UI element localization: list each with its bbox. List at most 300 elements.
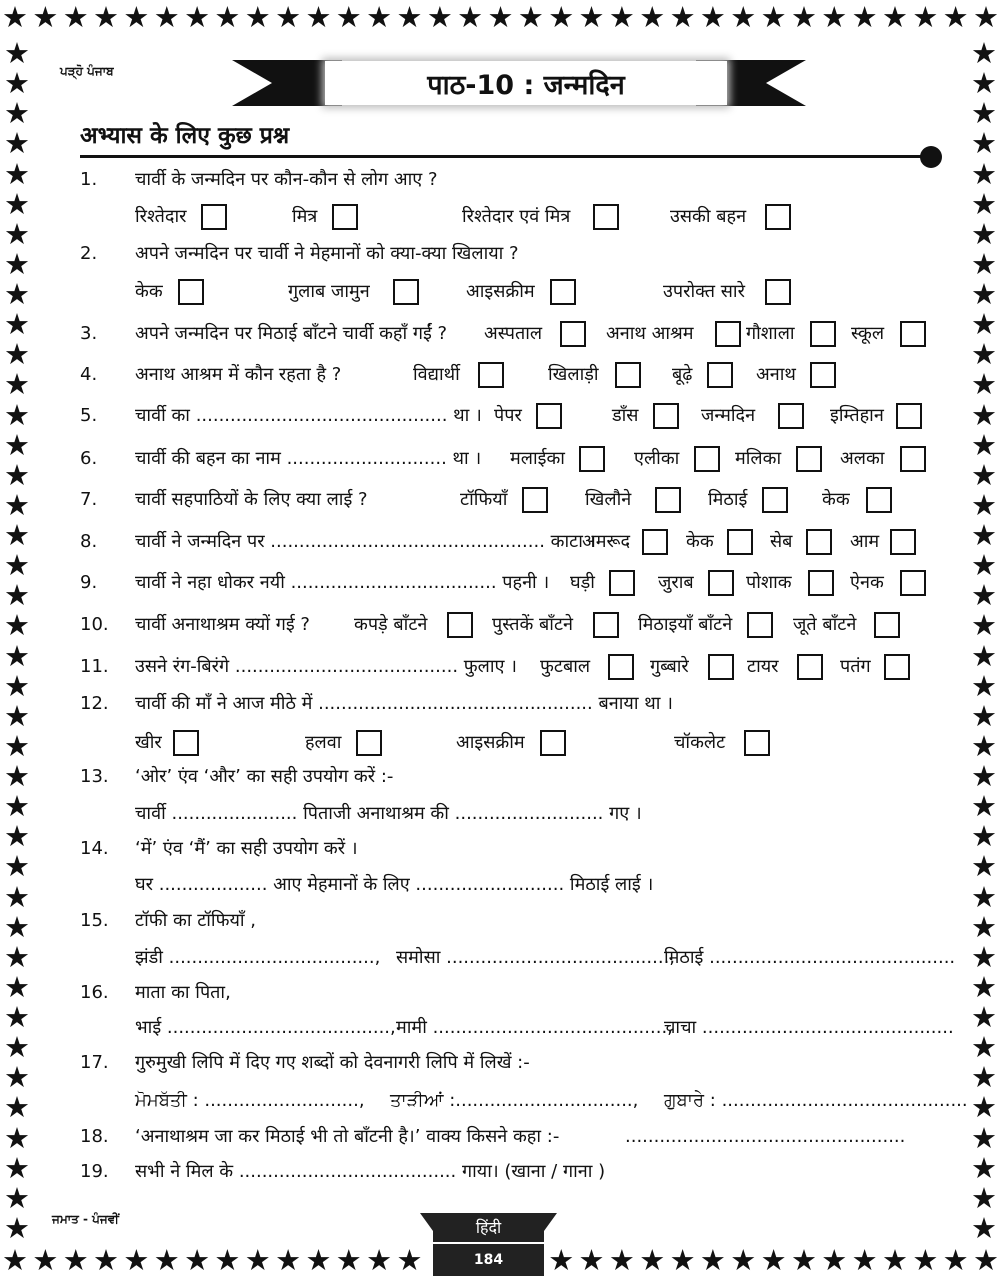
option-checkbox[interactable] (655, 487, 681, 513)
option-checkbox[interactable] (727, 529, 753, 555)
option-checkbox[interactable] (900, 570, 926, 596)
star-icon: ★ (4, 698, 30, 733)
star-icon: ★ (973, 0, 999, 34)
option-checkbox[interactable] (715, 321, 741, 347)
star-icon: ★ (4, 216, 30, 251)
option-checkbox[interactable] (608, 654, 634, 680)
option-label: जन्मदिन (701, 405, 756, 426)
star-icon: ★ (4, 367, 30, 402)
option-checkbox[interactable] (356, 730, 382, 756)
question-number: 10. (80, 614, 109, 635)
option-checkbox[interactable] (797, 654, 823, 680)
fill-in-line[interactable]: घर ................... आए मेहमानों के लिए .......................... मिठाई लाई । (135, 874, 654, 895)
star-icon: ★ (971, 397, 997, 432)
option-checkbox[interactable] (550, 279, 576, 305)
question-5 (0, 397, 1001, 432)
footer-subject: हिंदी (475, 1218, 502, 1237)
star-icon: ★ (426, 0, 453, 34)
star-icon: ★ (821, 0, 848, 34)
option-label: आइसक्रीम (466, 281, 535, 302)
star-icon: ★ (578, 0, 605, 34)
option-checkbox[interactable] (810, 321, 836, 347)
option-checkbox[interactable] (393, 279, 419, 305)
star-icon: ★ (730, 0, 757, 34)
question-number: 6. (80, 448, 98, 469)
question-14 (0, 834, 1001, 864)
question-text: अपने जन्मदिन पर चार्वी ने मेहमानों को क्या-क्या खिलाया ? (135, 243, 519, 264)
question-number: 19. (80, 1161, 109, 1182)
question-13-answer (0, 799, 1001, 829)
option-label: ऐनक (850, 572, 884, 593)
star-icon: ★ (971, 156, 997, 191)
star-icon: ★ (244, 0, 271, 34)
star-icon: ★ (4, 337, 30, 372)
star-icon: ★ (4, 457, 30, 492)
option-label: रिश्तेदार (135, 206, 187, 227)
option-checkbox[interactable] (796, 446, 822, 472)
option-label: डाँस (612, 405, 639, 426)
question-text: चार्वी ने नहा धोकर नयी .................................... पहनी । (135, 572, 550, 593)
option-checkbox[interactable] (874, 612, 900, 638)
question-14-answer (0, 870, 1001, 900)
question-number: 14. (80, 838, 109, 859)
option-checkbox[interactable] (747, 612, 773, 638)
star-icon: ★ (971, 457, 997, 492)
option-label: मिठाइयाँ बाँटने (638, 614, 733, 635)
question-9 (0, 568, 1001, 598)
question-number: 1. (80, 169, 98, 190)
lesson-banner (232, 58, 806, 108)
lesson-title: पाठ-10 : जन्मदिन (325, 61, 727, 105)
star-icon: ★ (971, 307, 997, 342)
star-icon: ★ (4, 307, 30, 342)
star-icon: ★ (2, 1243, 28, 1277)
star-icon: ★ (881, 1243, 908, 1277)
question-text: चार्वी ने जन्मदिन पर ................................................ काटा । (135, 531, 596, 552)
star-icon: ★ (457, 0, 484, 34)
option-checkbox[interactable] (560, 321, 586, 347)
option-label: मलिका (735, 448, 782, 469)
option-checkbox[interactable] (173, 730, 199, 756)
star-icon: ★ (851, 1243, 878, 1277)
star-icon: ★ (912, 0, 939, 34)
option-label: जूते बाँटने (793, 614, 857, 635)
star-icon: ★ (971, 759, 997, 793)
question-text: ‘में’ एंव ‘मैं’ का सही उपयोग करें । (135, 838, 358, 859)
star-icon: ★ (639, 1243, 666, 1277)
star-border-top (0, 2, 1001, 32)
option-checkbox[interactable] (810, 362, 836, 388)
section-divider (80, 155, 927, 158)
star-icon: ★ (4, 1180, 30, 1215)
star-icon: ★ (4, 668, 30, 703)
star-icon: ★ (4, 548, 30, 583)
fill-in-line[interactable]: ................................................. (625, 1126, 906, 1147)
option-label: कपड़े बाँटने (354, 614, 428, 635)
option-checkbox[interactable] (615, 362, 641, 388)
star-icon: ★ (821, 1243, 848, 1277)
option-checkbox[interactable] (900, 446, 926, 472)
star-icon: ★ (971, 819, 997, 854)
option-label: खीर (135, 732, 162, 753)
star-icon: ★ (4, 246, 30, 281)
star-icon: ★ (4, 126, 30, 161)
question-1-options (0, 202, 1001, 232)
option-checkbox[interactable] (708, 570, 734, 596)
question-number: 8. (80, 531, 98, 552)
option-label: खिलाड़ी (548, 364, 599, 385)
star-icon: ★ (366, 0, 393, 34)
option-checkbox[interactable] (884, 654, 910, 680)
option-checkbox[interactable] (478, 362, 504, 388)
option-checkbox[interactable] (806, 529, 832, 555)
option-label: मिठाई (708, 489, 748, 510)
star-icon: ★ (912, 1243, 939, 1277)
question-text: गुरुमुखी लिपि में दिए गए शब्दों को देवनागरी लिपि में लिखें :- (135, 1052, 530, 1073)
option-label: जुराब (658, 572, 694, 593)
star-icon: ★ (971, 66, 997, 101)
star-icon: ★ (4, 518, 30, 552)
option-checkbox[interactable] (762, 487, 788, 513)
question-7 (0, 485, 1001, 515)
star-icon: ★ (971, 578, 997, 613)
question-3 (0, 319, 1001, 349)
question-number: 15. (80, 910, 109, 931)
option-checkbox[interactable] (866, 487, 892, 513)
option-checkbox[interactable] (808, 570, 834, 596)
star-icon: ★ (2, 0, 28, 34)
star-icon: ★ (153, 0, 180, 34)
star-icon: ★ (123, 1243, 150, 1277)
question-17 (0, 1048, 1001, 1078)
star-icon: ★ (971, 909, 997, 944)
fill-in-line[interactable]: ਤਾੜੀਆਂ :..............................., (390, 1090, 639, 1111)
question-number: 18. (80, 1126, 109, 1147)
option-checkbox[interactable] (540, 730, 566, 756)
star-icon: ★ (4, 849, 30, 884)
star-icon: ★ (971, 1150, 997, 1185)
star-icon: ★ (971, 487, 997, 522)
option-checkbox[interactable] (642, 529, 668, 555)
star-icon: ★ (730, 1243, 757, 1277)
star-icon: ★ (971, 337, 997, 372)
question-18 (0, 1120, 1001, 1155)
star-icon: ★ (517, 0, 544, 34)
question-number: 9. (80, 572, 98, 593)
star-icon: ★ (608, 1243, 635, 1277)
question-number: 7. (80, 489, 98, 510)
star-icon: ★ (971, 879, 997, 914)
option-checkbox[interactable] (890, 529, 916, 555)
star-icon: ★ (548, 0, 575, 34)
option-checkbox[interactable] (744, 730, 770, 756)
star-icon: ★ (184, 1243, 211, 1277)
question-text: सभी ने मिल के ...................................... गाया। (खाना / गाना ) (135, 1161, 606, 1182)
option-checkbox[interactable] (178, 279, 204, 305)
star-icon: ★ (971, 186, 997, 221)
option-label: एलीका (634, 448, 680, 469)
star-icon: ★ (4, 638, 30, 673)
star-icon: ★ (244, 1243, 271, 1277)
star-icon: ★ (548, 1243, 575, 1277)
star-icon: ★ (971, 1210, 997, 1245)
question-15 (0, 906, 1001, 936)
option-label: अलका (840, 448, 885, 469)
star-icon: ★ (4, 1150, 30, 1185)
option-checkbox[interactable] (522, 487, 548, 513)
option-label: अनाथ (756, 364, 796, 385)
question-19 (0, 1157, 1001, 1187)
question-text: चार्वी की बहन का नाम ............................ था । (135, 448, 482, 469)
star-icon: ★ (971, 1000, 997, 1034)
star-icon: ★ (578, 1243, 605, 1277)
star-icon: ★ (305, 1243, 332, 1277)
star-icon: ★ (4, 578, 30, 613)
fill-in-line[interactable]: भाई ......................................., (135, 1017, 396, 1038)
question-text: माता का पिता, (135, 982, 231, 1003)
question-text: टॉफी का टॉफियाँ , (135, 910, 257, 931)
star-icon: ★ (4, 36, 30, 70)
option-label: उसकी बहन (670, 206, 747, 227)
star-icon: ★ (214, 0, 241, 34)
star-icon: ★ (4, 789, 30, 824)
option-checkbox[interactable] (447, 612, 473, 638)
question-2-options (0, 277, 1001, 311)
star-icon: ★ (4, 487, 30, 522)
star-icon: ★ (971, 36, 997, 70)
star-icon: ★ (971, 969, 997, 1004)
star-icon: ★ (123, 0, 150, 34)
star-icon: ★ (942, 0, 969, 34)
star-icon: ★ (971, 1180, 997, 1215)
option-label: आइसक्रीम (456, 732, 525, 753)
star-icon: ★ (971, 548, 997, 583)
question-number: 13. (80, 766, 109, 787)
star-icon: ★ (971, 849, 997, 884)
star-icon: ★ (971, 789, 997, 824)
star-icon: ★ (973, 1243, 999, 1277)
star-icon: ★ (487, 0, 514, 34)
fill-in-line[interactable]: ਗੁਬਾਰੇ : ........................................... (664, 1090, 968, 1111)
question-text: ‘अनाथाश्रम जा कर मिठाई भी तो बाँटनी है।’ वाक्य किसने कहा :- (135, 1126, 560, 1147)
star-icon: ★ (971, 1030, 997, 1065)
option-checkbox[interactable] (765, 204, 791, 230)
star-icon: ★ (62, 1243, 89, 1277)
question-text: चार्वी का ............................................ था । (135, 405, 482, 426)
star-icon: ★ (971, 126, 997, 161)
option-checkbox[interactable] (593, 612, 619, 638)
star-icon: ★ (971, 668, 997, 703)
question-6 (0, 444, 1001, 474)
star-icon: ★ (669, 0, 696, 34)
option-label: अस्पताल (484, 323, 543, 344)
star-icon: ★ (971, 277, 997, 311)
star-icon: ★ (4, 969, 30, 1004)
fill-in-line[interactable]: चार्वी ...................... पिताजी अनाथाश्रम की .......................... गए । (135, 803, 642, 824)
star-icon: ★ (4, 819, 30, 854)
option-checkbox[interactable] (708, 654, 734, 680)
star-icon: ★ (214, 1243, 241, 1277)
question-number: 11. (80, 656, 109, 677)
option-label: विद्यार्थी (413, 364, 460, 385)
option-label: हलवा (305, 732, 342, 753)
option-checkbox[interactable] (579, 446, 605, 472)
star-icon: ★ (971, 608, 997, 643)
star-icon: ★ (4, 96, 30, 131)
question-number: 12. (80, 693, 109, 714)
option-checkbox[interactable] (694, 446, 720, 472)
star-icon: ★ (971, 698, 997, 733)
question-1 (0, 165, 1001, 195)
star-icon: ★ (971, 939, 997, 974)
option-checkbox[interactable] (896, 403, 922, 429)
star-icon: ★ (699, 1243, 726, 1277)
option-label: खिलौने (585, 489, 632, 510)
option-label: गुलाब जामुन (288, 281, 370, 302)
star-icon: ★ (4, 939, 30, 974)
option-checkbox[interactable] (593, 204, 619, 230)
option-label: स्कूल (851, 323, 885, 344)
question-11 (0, 652, 1001, 682)
star-icon: ★ (153, 1243, 180, 1277)
star-icon: ★ (4, 156, 30, 191)
star-icon: ★ (62, 0, 89, 34)
fill-in-line[interactable]: चाचा ............................................ (664, 1017, 954, 1038)
star-icon: ★ (4, 277, 30, 311)
star-icon: ★ (851, 0, 878, 34)
option-checkbox[interactable] (653, 403, 679, 429)
question-text: चार्वी सहपाठियों के लिए क्या लाई ? (135, 489, 368, 510)
option-label: पुस्तकें बाँटने (492, 614, 574, 635)
option-label: गुब्बारे (650, 656, 689, 677)
question-4 (0, 360, 1001, 390)
option-label: पतंग (840, 656, 871, 677)
star-icon: ★ (790, 0, 817, 34)
option-label: मलाईका (510, 448, 565, 469)
page-number: 184 (473, 1252, 504, 1268)
option-label: अनाथ आश्रम (606, 323, 694, 344)
star-icon: ★ (184, 0, 211, 34)
star-icon: ★ (305, 0, 332, 34)
option-label: आम (850, 531, 880, 552)
star-icon: ★ (4, 759, 30, 793)
star-icon: ★ (4, 909, 30, 944)
fill-in-line[interactable]: समोसा ......................................., (396, 947, 676, 968)
fill-in-line[interactable]: मामी ........................................., (396, 1017, 673, 1038)
question-2 (0, 239, 1001, 269)
question-text: अपने जन्मदिन पर मिठाई बाँटने चार्वी कहाँ गईं ? (135, 323, 448, 344)
star-icon: ★ (4, 1090, 30, 1125)
star-icon: ★ (4, 1210, 30, 1245)
question-number: 16. (80, 982, 109, 1003)
question-10 (0, 608, 1001, 643)
option-label: इम्तिहान (830, 405, 884, 426)
star-icon: ★ (4, 1030, 30, 1065)
option-label: चॉकलेट (674, 732, 726, 753)
question-text: चार्वी के जन्मदिन पर कौन-कौन से लोग आए ? (135, 169, 438, 190)
section-title: अभ्यास के लिए कुछ प्रश्न (80, 123, 290, 149)
option-checkbox[interactable] (900, 321, 926, 347)
question-number: 17. (80, 1052, 109, 1073)
question-12 (0, 689, 1001, 719)
star-icon: ★ (366, 1243, 393, 1277)
star-icon: ★ (4, 186, 30, 221)
header-top-left: ਪੜ੍ਹੋ ਪੰਜਾਬ (60, 64, 114, 78)
question-13 (0, 759, 1001, 793)
option-checkbox[interactable] (536, 403, 562, 429)
star-icon: ★ (335, 1243, 362, 1277)
star-icon: ★ (971, 367, 997, 402)
option-checkbox[interactable] (778, 403, 804, 429)
option-label: पोशाक (746, 572, 792, 593)
star-icon: ★ (971, 638, 997, 673)
question-number: 3. (80, 323, 98, 344)
star-icon: ★ (881, 0, 908, 34)
option-checkbox[interactable] (201, 204, 227, 230)
star-icon: ★ (4, 1060, 30, 1095)
star-icon: ★ (4, 1120, 30, 1155)
option-label: केक (686, 531, 714, 552)
fill-in-line[interactable]: मिठाई ........................................... (664, 947, 956, 968)
option-label: केक (822, 489, 850, 510)
option-label: फुटबाल (540, 656, 591, 677)
star-icon: ★ (4, 608, 30, 643)
star-icon: ★ (4, 1000, 30, 1034)
star-icon: ★ (971, 427, 997, 462)
question-text: उसने रंग-बिरंगे ....................................... फुलाए । (135, 656, 518, 677)
option-label: सेब (770, 531, 793, 552)
footer-class-label: ਜਮਾਤ - ਪੰਜਵੀਂ (52, 1212, 119, 1226)
footer-tab (420, 1213, 557, 1276)
option-label: केक (135, 281, 163, 302)
option-label: घड़ी (570, 572, 595, 593)
star-icon: ★ (790, 1243, 817, 1277)
star-icon: ★ (639, 0, 666, 34)
option-label: पेपर (494, 405, 522, 426)
option-label: टायर (747, 656, 779, 677)
star-icon: ★ (32, 0, 59, 34)
star-icon: ★ (971, 728, 997, 763)
star-icon: ★ (275, 0, 302, 34)
option-checkbox[interactable] (707, 362, 733, 388)
option-label: उपरोक्त सारे (663, 281, 745, 302)
star-icon: ★ (971, 1090, 997, 1125)
star-icon: ★ (275, 1243, 302, 1277)
question-16 (0, 978, 1001, 1008)
question-text: चार्वी की माँ ने आज मीठे में ................................................ बनाया था । (135, 693, 673, 714)
star-icon: ★ (760, 1243, 787, 1277)
option-checkbox[interactable] (765, 279, 791, 305)
question-number: 2. (80, 243, 98, 264)
option-checkbox[interactable] (332, 204, 358, 230)
question-number: 5. (80, 405, 98, 426)
option-label: टॉफियाँ (460, 489, 508, 510)
question-number: 4. (80, 364, 98, 385)
star-icon: ★ (699, 0, 726, 34)
option-label: बूढ़े (672, 364, 693, 385)
star-icon: ★ (32, 1243, 59, 1277)
star-icon: ★ (396, 0, 423, 34)
fill-in-line[interactable]: ਮੋਮਬੱਤੀ : ..........................., (135, 1090, 365, 1111)
fill-in-line[interactable]: झंडी ...................................., (135, 947, 381, 968)
option-checkbox[interactable] (609, 570, 635, 596)
star-icon: ★ (971, 96, 997, 131)
star-icon: ★ (971, 1060, 997, 1095)
star-icon: ★ (669, 1243, 696, 1277)
star-icon: ★ (4, 397, 30, 432)
option-label: रिश्तेदार एवं मित्र (462, 206, 571, 227)
star-icon: ★ (4, 728, 30, 763)
